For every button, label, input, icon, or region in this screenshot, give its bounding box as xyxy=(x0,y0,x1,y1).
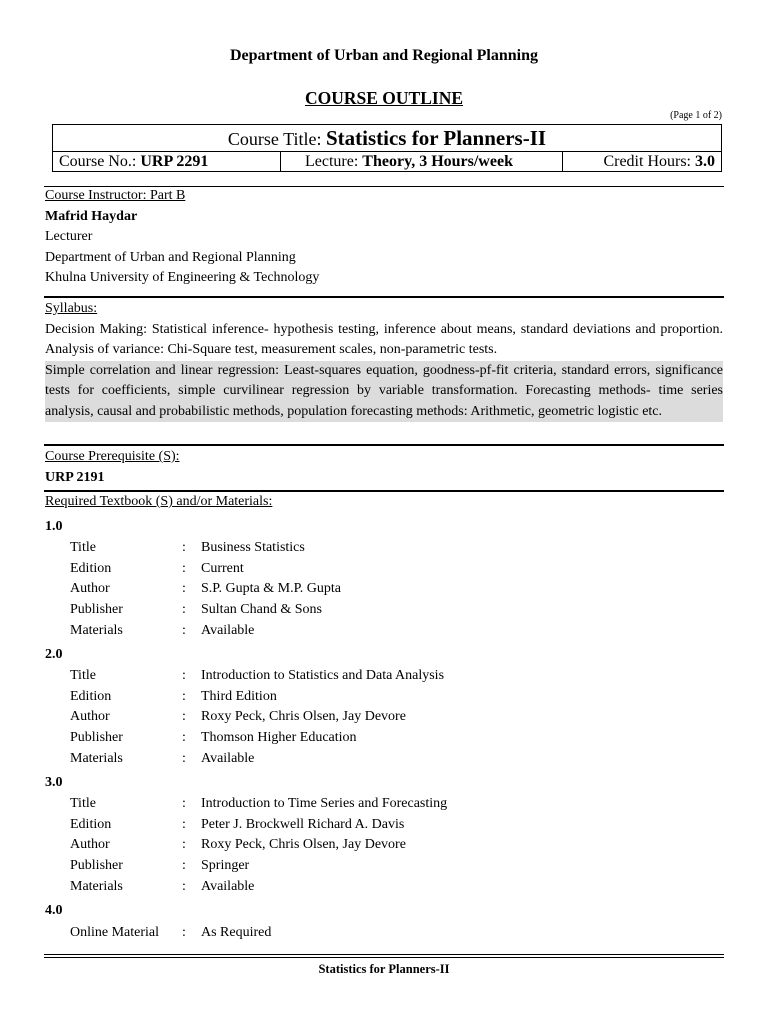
book-row xyxy=(70,707,444,728)
book-row xyxy=(70,666,444,687)
field-label: Title xyxy=(70,796,96,811)
prerequisite-section xyxy=(45,447,723,488)
field-value: Business Statistics xyxy=(201,540,305,555)
divider xyxy=(44,296,724,298)
book-row xyxy=(70,687,444,708)
book-row xyxy=(70,579,341,600)
field-value: Springer xyxy=(201,858,250,874)
field-label: Author xyxy=(70,837,110,853)
textbooks-heading-text: Required Textbook (S) and/or Materials: xyxy=(45,494,273,509)
instructor-heading: Course Instructor: Part B xyxy=(45,188,186,203)
field-separator: : xyxy=(182,925,186,940)
instructor-position: Lecturer xyxy=(45,229,93,244)
book-details xyxy=(70,923,271,944)
field-value: Available xyxy=(201,750,255,766)
book-number: 3.0 xyxy=(45,775,63,790)
syllabus-heading: Syllabus: xyxy=(45,301,98,316)
book-row xyxy=(70,856,447,877)
course-title-box xyxy=(52,124,722,172)
instructor-university: Khulna University of Engineering & Technology xyxy=(45,270,320,285)
field-separator: : xyxy=(182,602,186,618)
book-number: 2.0 xyxy=(45,647,63,662)
field-label: Edition xyxy=(70,560,112,576)
syllabus-paragraph-highlighted: Simple correlation and linear regression: Least-squares equation, goodness-pf-fit criteria, standard errors, significance tests for coefficients, simple curvilinear regression by variable transformation. Forecasting methods- time series analysis, causal and probabilistic methods, population forecasting methods: Arithmetic, geometric logistic etc. xyxy=(45,361,723,423)
field-value: Roxy Peck, Chris Olsen, Jay Devore xyxy=(201,837,406,853)
footer-divider xyxy=(44,954,724,955)
field-value: Current xyxy=(201,560,244,576)
field-separator: : xyxy=(182,837,186,853)
instructor-section xyxy=(45,186,723,289)
field-label: Title xyxy=(70,668,96,683)
field-value: Sultan Chand & Sons xyxy=(201,602,322,618)
textbooks-heading xyxy=(45,492,723,513)
lecture-value: Theory, 3 Hours/week xyxy=(362,153,513,170)
credit-hours-cell xyxy=(563,152,721,171)
book-details xyxy=(70,666,444,770)
field-value: Third Edition xyxy=(201,688,277,704)
book-row xyxy=(70,794,447,815)
lecture-cell xyxy=(281,152,563,171)
page-footer: Statistics for Planners-II xyxy=(318,962,450,976)
book-row xyxy=(70,835,447,856)
book-row xyxy=(70,559,341,580)
department-heading: Department of Urban and Regional Planning xyxy=(229,47,539,64)
book-details xyxy=(70,538,341,642)
credit-hours-label: Credit Hours: xyxy=(603,153,695,170)
field-value: Roxy Peck, Chris Olsen, Jay Devore xyxy=(201,709,406,725)
book-row xyxy=(70,621,341,642)
field-value: Thomson Higher Education xyxy=(201,730,357,746)
field-separator: : xyxy=(182,878,186,894)
field-separator: : xyxy=(182,709,186,725)
book-row xyxy=(70,600,341,621)
field-separator: : xyxy=(182,688,186,704)
credit-hours-value: 3.0 xyxy=(695,153,715,170)
field-label: Publisher xyxy=(70,602,123,618)
prerequisite-value: URP 2191 xyxy=(45,469,105,485)
field-label: Materials xyxy=(70,878,123,894)
course-number-cell xyxy=(53,152,281,171)
field-value: As Required xyxy=(201,925,272,940)
field-value: Available xyxy=(201,878,255,894)
field-label: Title xyxy=(70,540,96,555)
field-separator: : xyxy=(182,750,186,766)
lecture-label: Lecture: xyxy=(305,153,363,170)
footer-divider xyxy=(44,957,724,958)
field-separator: : xyxy=(182,581,186,597)
field-label: Publisher xyxy=(70,730,123,746)
course-title-row xyxy=(53,125,721,152)
course-outline-title: COURSE OUTLINE xyxy=(304,88,464,108)
field-separator: : xyxy=(182,560,186,576)
book-details xyxy=(70,794,447,898)
field-label: Author xyxy=(70,581,110,597)
instructor-department: Department of Urban and Regional Planning xyxy=(45,249,296,265)
book-number: 1.0 xyxy=(45,519,63,534)
course-number-label: Course No.: xyxy=(59,153,141,170)
prerequisite-heading: Course Prerequisite (S): xyxy=(45,449,180,464)
field-separator: : xyxy=(182,622,186,638)
field-label: Materials xyxy=(70,622,123,638)
field-separator: : xyxy=(182,858,186,874)
field-value: Introduction to Time Series and Forecasting xyxy=(201,796,448,811)
field-label: Author xyxy=(70,709,110,725)
field-label: Publisher xyxy=(70,858,123,874)
book-row xyxy=(70,538,341,559)
field-separator: : xyxy=(182,668,186,683)
field-label: Materials xyxy=(70,750,123,766)
syllabus-section xyxy=(45,299,723,422)
book-row xyxy=(70,749,444,770)
field-value: S.P. Gupta & M.P. Gupta xyxy=(201,581,342,597)
book-row xyxy=(70,728,444,749)
field-value: Available xyxy=(201,622,255,638)
field-label: Edition xyxy=(70,688,112,704)
field-value: Peter J. Brockwell Richard A. Davis xyxy=(201,816,405,832)
field-separator: : xyxy=(182,796,186,811)
course-info-row xyxy=(53,152,721,171)
course-title-label: Course Title: xyxy=(227,129,326,149)
book-number: 4.0 xyxy=(45,903,63,918)
book-row xyxy=(70,815,447,836)
book-row xyxy=(70,877,447,898)
divider xyxy=(44,444,724,446)
field-separator: : xyxy=(182,540,186,555)
course-number: URP 2291 xyxy=(140,153,209,170)
field-value: Introduction to Statistics and Data Analysis xyxy=(201,668,445,683)
field-label: Online Material xyxy=(70,925,160,940)
field-separator: : xyxy=(182,730,186,746)
field-label: Edition xyxy=(70,816,112,832)
course-title: Statistics for Planners-II xyxy=(325,126,547,150)
syllabus-paragraph: Decision Making: Statistical inference- hypothesis testing, inference about means, standard deviations and proportion. Analysis of variance: Chi-Square test, measurement scales, non-parametric tests. xyxy=(45,321,723,357)
page-number: (Page 1 of 2) xyxy=(670,110,722,121)
field-separator: : xyxy=(182,816,186,832)
book-row xyxy=(70,923,271,944)
instructor-name: Mafrid Haydar xyxy=(45,208,138,224)
